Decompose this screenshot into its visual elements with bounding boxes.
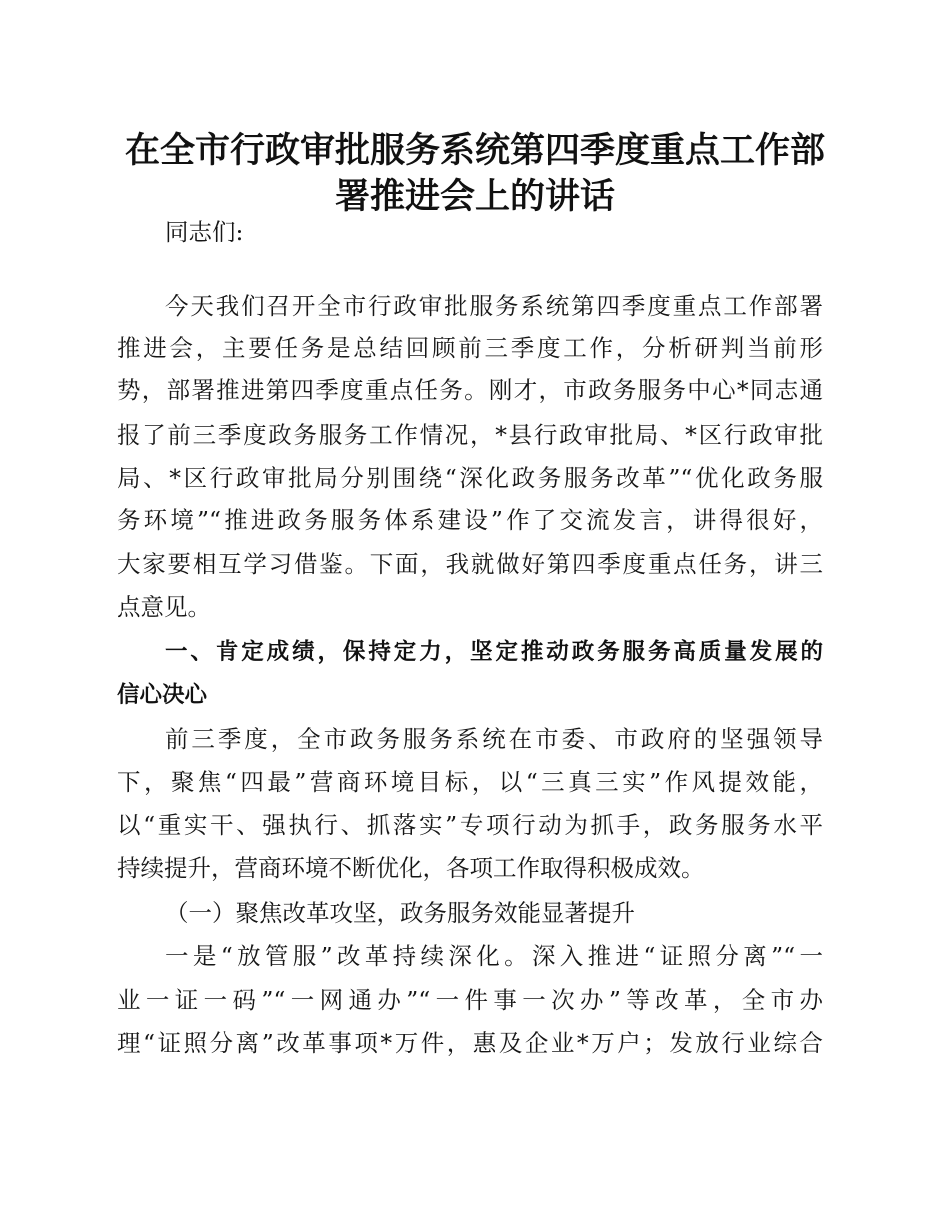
intro-line: 务环境”“推进政务服务体系建设”作了交流发言，讲得很好， [117,506,823,534]
intro-line: 局、*区行政审批局分别围绕“深化政务服务改革”“优化政务服 [117,464,823,492]
subsection-heading: （一）聚焦改革攻坚，政务服务效能显著提升 [165,899,635,927]
intro-line: 报了前三季度政务服务工作情况，*县行政审批局、*区行政审批 [117,421,823,449]
intro-line: 今天我们召开全市行政审批服务系统第四季度重点工作部署 [165,292,823,320]
section-heading: 信心决心 [117,682,208,708]
subsection-paragraph-line: 一是“放管服”改革持续深化。深入推进“证照分离”“一 [165,942,823,970]
greeting: 同志们: [165,218,244,246]
title-line: 在全市行政审批服务系统第四季度重点工作部 [124,130,825,171]
intro-line: 势，部署推进第四季度重点任务。刚才，市政务服务中心*同志通 [117,376,823,404]
title-line: 署推进会上的讲话 [334,176,615,217]
section-paragraph-line: 前三季度，全市政务服务系统在市委、市政府的坚强领导 [165,725,823,753]
section-heading: 一、肯定成绩，保持定力，坚定推动政务服务高质量发展的 [165,639,823,665]
intro-line: 点意见。 [117,593,211,621]
subsection-paragraph-line: 业一证一码”“一网通办”“一件事一次办”等改革，全市办 [117,986,823,1014]
section-paragraph-line: 以“重实干、强执行、抓落实”专项行动为抓手，政务服务水平 [117,811,823,839]
subsection-paragraph-line: 理“证照分离”改革事项*万件，惠及企业*万户；发放行业综合 [117,1029,823,1057]
intro-line: 推进会，主要任务是总结回顾前三季度工作，分析研判当前形 [117,334,823,362]
section-paragraph-line: 下，聚焦“四最”营商环境目标，以“三真三实”作风提效能， [117,768,823,796]
intro-line: 大家要相互学习借鉴。下面，我就做好第四季度重点任务，讲三 [117,550,823,578]
document-title [100,128,850,220]
section-paragraph-line: 持续提升，营商环境不断优化，各项工作取得积极成效。 [117,854,705,882]
